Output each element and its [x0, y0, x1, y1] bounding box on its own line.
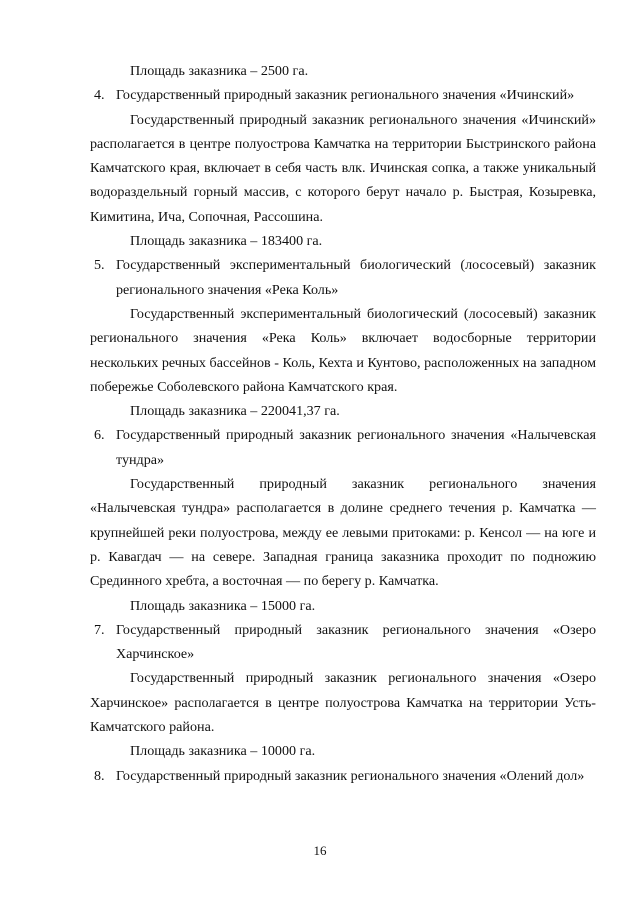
- list-item-title: Государственный экспериментальный биологический (лососевый) заказник регионального значения «Река Коль»: [116, 257, 596, 298]
- page-number: 16: [313, 843, 327, 858]
- list-item-number: 4.: [94, 87, 105, 104]
- list-item: [90, 423, 596, 472]
- paragraph: Государственный экспериментальный биологический (лососевый) заказник регионального значения «Река Коль» включает водосборные территории нескольких речных бассейнов - Коль, Кехта и Кунтово, расположенных на западном побережье Соболевского района Камчатского края.: [90, 305, 596, 395]
- list-item-number: 8.: [94, 767, 105, 784]
- list-item: [90, 83, 596, 107]
- document-body: [90, 59, 596, 788]
- paragraph: Площадь заказника – 2500 га.: [130, 63, 309, 79]
- list-item-number: 5.: [94, 257, 105, 274]
- list-item: [90, 253, 596, 302]
- paragraph: Площадь заказника – 15000 га.: [130, 597, 316, 614]
- list-item-number: 6.: [94, 427, 105, 444]
- paragraph: Государственный природный заказник регионального значения «Озеро Харчинское» располагается в центре полуострова Камчатка на территории Усть-Камчатского района.: [90, 670, 596, 736]
- paragraph: Государственный природный заказник регионального значения «Ичинский» располагается в центре полуострова Камчатка на территории Быстринского района Камчатского края, включает в себя часть влк. Ичинская сопка, а также уникальный водораздельный горный массив, с которого берут начало р. Быстрая, Козыревка, Кимитина, Ича, Сопочная, Рассошина.: [90, 111, 596, 225]
- paragraph: Площадь заказника – 10000 га.: [130, 743, 316, 760]
- paragraph: Площадь заказника – 183400 га.: [130, 233, 323, 250]
- list-item-title: Государственный природный заказник регионального значения «Налычевская тундра»: [116, 427, 596, 468]
- list-item-number: 7.: [94, 621, 105, 638]
- list-item: [90, 764, 596, 788]
- list-item: [90, 618, 596, 667]
- paragraph: Площадь заказника – 220041,37 га.: [130, 403, 340, 420]
- list-item-title: Государственный природный заказник регионального значения «Олений дол»: [116, 767, 585, 784]
- list-item-title: Государственный природный заказник регионального значения «Ичинский»: [116, 87, 575, 104]
- list-item-title: Государственный природный заказник регионального значения «Озеро Харчинское»: [116, 621, 596, 663]
- paragraph: Государственный природный заказник регионального значения «Налычевская тундра» располагается в долине среднего течения р. Камчатка — крупнейшей реки полуострова, между ее левыми притоками: р. Кенсол — на юге и р. Кавагдач — на севере. Западная граница заказника проходит по подножию Срединного хребта, а восточная — по берегу р. Камчатка.: [90, 476, 596, 590]
